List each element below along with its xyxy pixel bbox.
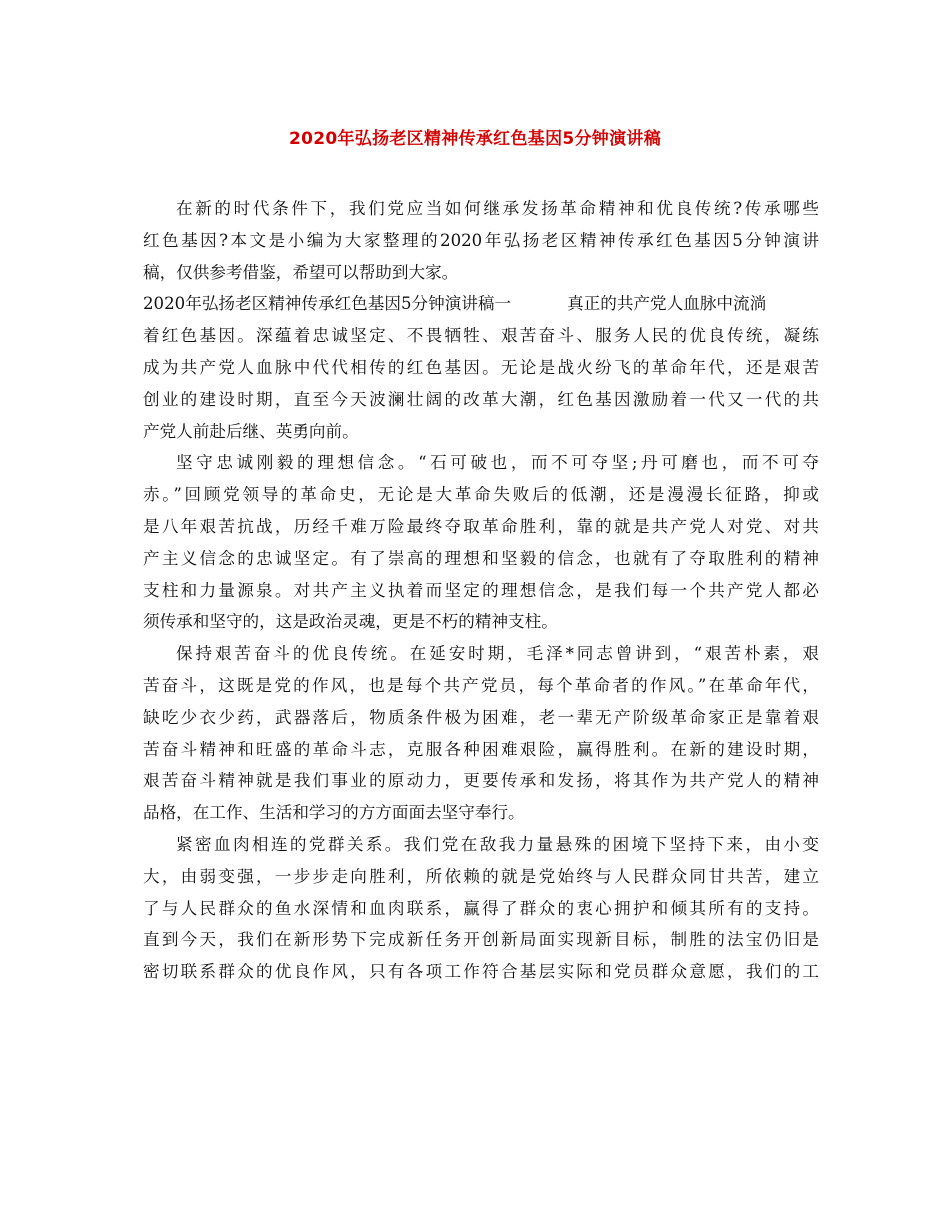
text-line: 直到今天，我们在新形势下完成新任务开创新局面实现新目标，制胜的法宝仍旧是: [143, 930, 819, 950]
text-line: 成为共产党人血脉中代代相传的红色基因。无论是战火纷飞的革命年代，还是艰苦: [143, 357, 819, 377]
text-line: 坚守忠诚刚毅的理想信念。“石可破也，而不可夺坚;丹可磨也，而不可夺: [176, 453, 819, 473]
text-line: 品格，在工作、生活和学习的方方面面去坚守奉行。: [143, 803, 525, 823]
text-line: 支柱和力量源泉。对共产主义执着而坚定的理想信念，是我们每一个共产党人都必: [143, 580, 819, 600]
paragraph-hard-work: [143, 638, 819, 829]
text-line: 产党人前赴后继、英勇向前。: [143, 421, 359, 441]
text-line: 艰苦奋斗精神就是我们事业的原动力，更要传承和发扬，将其作为共产党人的精神: [143, 771, 819, 791]
text-line: 保持艰苦奋斗的优良传统。在延安时期，毛泽*同志曾讲到，“艰苦朴素，艰: [176, 644, 819, 664]
text-line: 缺吃少衣少药，武器落后，物质条件极为困难，老一辈无产阶级革命家正是靠着艰: [143, 707, 819, 727]
paragraph-ideals: [143, 447, 819, 638]
text-line: 在新的时代条件下，我们党应当如何继承发扬革命精神和优良传统?传承哪些: [176, 199, 819, 218]
text-line: 赤。”回顾党领导的革命史，无论是大革命失败后的低潮，还是漫漫长征路，抑或: [143, 485, 819, 505]
paragraph-masses: [143, 829, 819, 988]
text-line: 红色基因?本文是小编为大家整理的2020年弘扬老区精神传承红色基因5分钟演讲: [143, 230, 819, 250]
section-heading: 2020年弘扬老区精神传承红色基因5分钟演讲稿一: [143, 294, 512, 314]
text-line: 着红色基因。深蕴着忠诚坚定、不畏牺牲、艰苦奋斗、服务人民的优良传统，凝练: [143, 326, 819, 346]
intro-paragraph: [143, 193, 819, 288]
text-line: 苦奋斗精神和旺盛的革命斗志，克服各种困难艰险，赢得胜利。在新的建设时期，: [143, 739, 819, 759]
text-line: 苦奋斗，这既是党的作风，也是每个共产党员，每个革命者的作风。”在革命年代，: [143, 675, 819, 695]
text-line: 真正的共产党人血脉中流淌: [567, 294, 767, 314]
text-line: 产主义信念的忠诚坚定。有了崇高的理想和坚毅的信念，也就有了夺取胜利的精神: [143, 548, 819, 568]
text-line: 须传承和坚守的，这是政治灵魂，更是不朽的精神支柱。: [143, 612, 558, 632]
paragraph-red-gene: [143, 320, 819, 447]
text-line: 创业的建设时期，直至今天波澜壮阔的改革大潮，红色基因激励着一代又一代的共: [143, 389, 819, 409]
text-line: 大，由弱变强，一步步走向胜利，所依赖的就是党始终与人民群众同甘共苦，建立: [143, 866, 819, 886]
document-title: 2020年弘扬老区精神传承红色基因5分钟演讲稿: [288, 129, 662, 149]
section-heading-line: [143, 288, 819, 320]
text-line: 稿，仅供参考借鉴，希望可以帮助到大家。: [143, 262, 459, 282]
text-line: 密切联系群众的优良作风，只有各项工作符合基层实际和党员群众意愿，我们的工: [143, 962, 819, 982]
text-line: 紧密血肉相连的党群关系。我们党在敌我力量悬殊的困境下坚持下来，由小变: [176, 834, 819, 854]
text-line: 是八年艰苦抗战，历经千难万险最终夺取革命胜利，靠的就是共产党人对党、对共: [143, 516, 819, 536]
document-body: [143, 193, 819, 988]
text-line: 了与人民群众的鱼水深情和血肉联系，赢得了群众的衷心拥护和倾其所有的支持。: [143, 898, 819, 918]
